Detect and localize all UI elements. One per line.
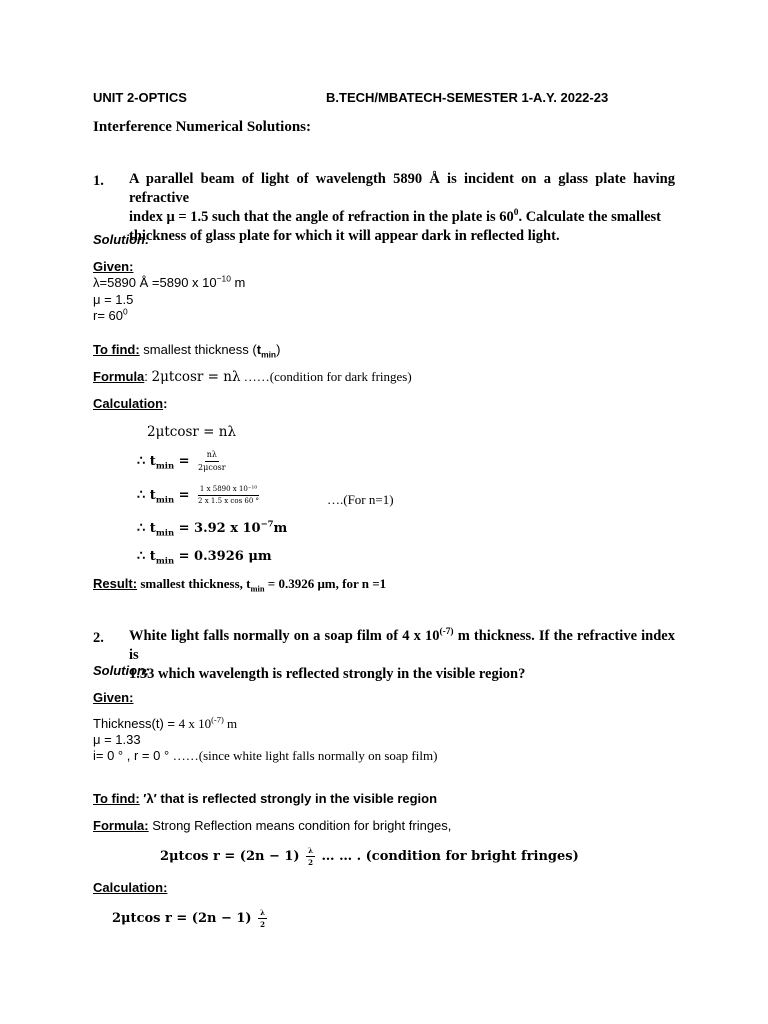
q1-step-3-note: ….(For n=1) [327, 492, 394, 507]
q1-given-wavelength: λ=5890 Å =5890 x $10^{-10}$ m [93, 273, 246, 290]
q2-given-thickness: Thickness(t) = 4 x $10^{(-7)}$ m [93, 714, 238, 731]
q1-step-5: ∴ $t_{min} = 0.3926$ μm [137, 549, 272, 566]
question-1-line-1: A parallel beam of light of wavelength 5890 Å is incident on a glass plate having refractive [129, 171, 675, 206]
question-1-line-3: thickness of glass plate for which it will appear dark in reflected light. [129, 228, 560, 244]
question-1-number: 1. [93, 173, 104, 189]
q1-to-find: To find: smallest thickness $(t_{min})$ [93, 342, 281, 360]
question-2-text [129, 627, 675, 684]
q2-calculation-label: Calculation: [93, 880, 168, 895]
q1-step-4: ∴ $t_{min} = 3.92$ x $10^{-7}m$ [137, 518, 288, 538]
page-title: Interference Numerical Solutions: [93, 119, 312, 135]
question-1-text [129, 170, 675, 246]
q1-formula: Formula: 2μtcosr = nλ ……(condition for dark fringes) [93, 369, 412, 385]
q1-step-3: ∴ $t_{min}$ = $\frac{\text{1 x 5890 x 10⁻¹⁰}}{\text{2 x 1.5 x cos 60 °}}$ [137, 485, 260, 505]
question-2-line-1: White light falls normally on a soap film of 4 x $10^{(-7)}$ m thickness. If the refractive index is [129, 627, 675, 663]
q1-given-angle: $r= 60^0$ [93, 306, 128, 323]
q1-result: Result: smallest thickness, $t_{min} = 0.3926$ μm, for n =1 [93, 576, 387, 594]
q1-solution-label: Solution: [93, 232, 150, 247]
q1-given-label: Given: [93, 259, 134, 274]
q1-step-1: 2μtcosr = nλ [147, 424, 237, 440]
question-1-line-2: index μ = 1.5 such that the angle of refraction in the plate is $60^0$. Calculate the smallest [129, 208, 662, 225]
q2-given-label: Given: [93, 690, 134, 705]
q2-given-angles: i= 0 ° , r = 0 ° ……(since white light falls normally on soap film) [93, 748, 438, 763]
q1-calculation-label: Calculation: [93, 396, 168, 411]
question-2-number: 2. [93, 630, 104, 646]
question-2-line-2: 1.33 which wavelength is reflected strongly in the visible region? [129, 666, 526, 682]
q2-formula: Formula: Strong Reflection means condition for bright fringes, [93, 818, 452, 833]
q2-to-find: To find: ′λ′ that is reflected strongly in the visible region [93, 791, 438, 806]
q2-formula-expression: 2μtcos r = (2n − 1) $\frac{\lambda}{2}$ … … . (condition for bright fringes) [160, 846, 579, 867]
course-header: B.TECH/MBATECH-SEMESTER 1-A.Y. 2022-23 [326, 90, 609, 105]
q2-given-refractive-index: μ = 1.33 [93, 732, 141, 747]
q1-step-2: ∴ $t_{min}$ = $\frac{n\lambda}{2\mu\cos r}$ [137, 450, 226, 472]
q2-calc-step-1: 2μtcos r = (2n − 1) $\frac{\lambda}{2}$ [112, 908, 266, 929]
q2-solution-label: Solution: [93, 663, 150, 678]
q1-given-refractive-index: μ = 1.5 [93, 292, 134, 307]
unit-header: UNIT 2-OPTICS [93, 90, 187, 105]
